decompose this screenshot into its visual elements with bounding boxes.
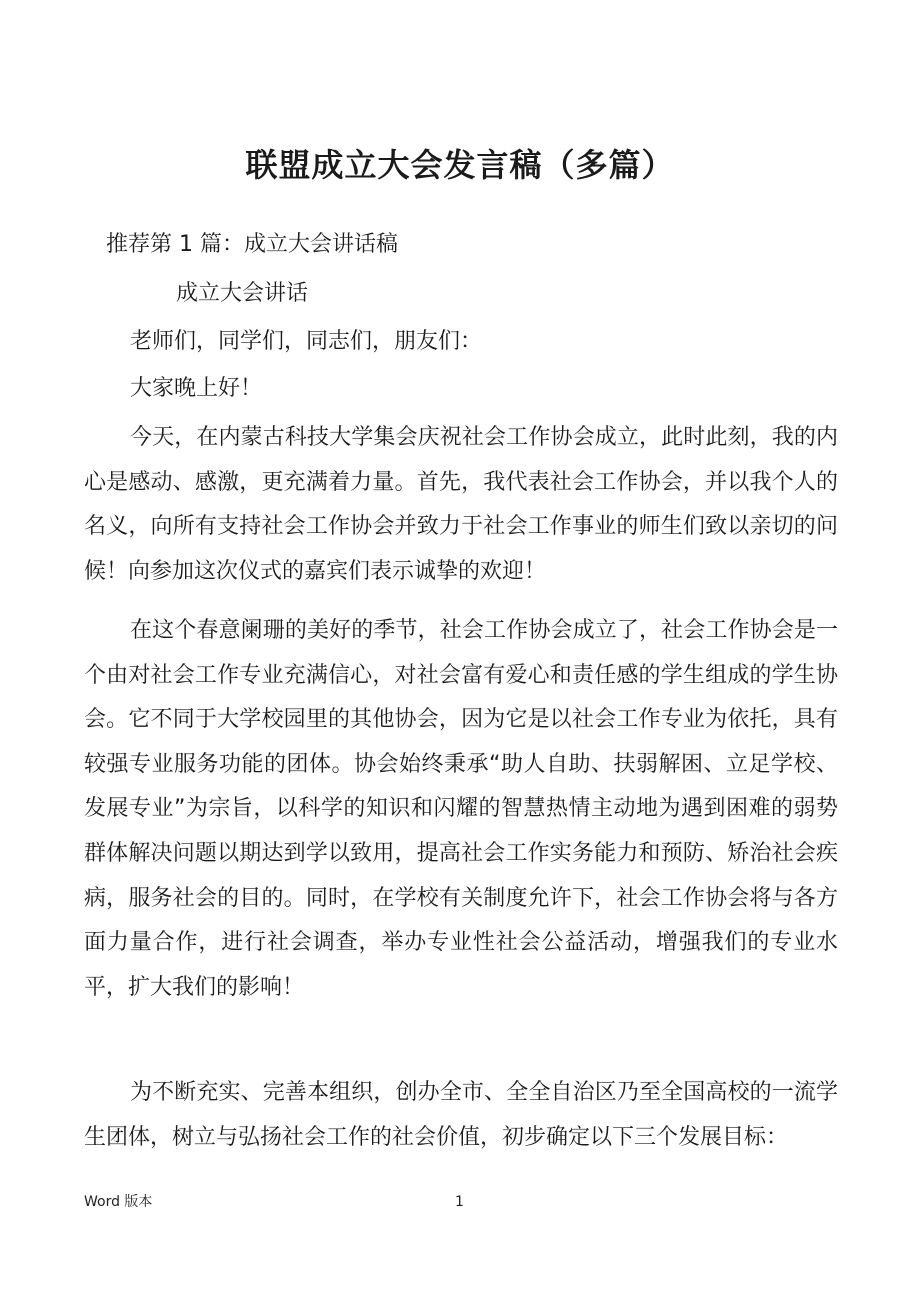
- footer-word-version: Word 版本: [84, 1194, 153, 1210]
- document-title: 联盟成立大会发言稿（多篇）: [245, 146, 675, 184]
- paragraph-1: 今天，在内蒙古科技大学集会庆祝社会工作协会成立，此时此刻，我的内心是感动、感激，更充满着力量。首先，我代表社会工作协会，并以我个人的名义，向所有支持社会工作协会并致力于社会工作事业的师生们致以亲切的问候！向参加这次仪式的嘉宾们表示诚挚的欢迎！: [84, 425, 838, 584]
- paragraph-2: 在这个春意阑珊的美好的季节，社会工作协会成立了，社会工作协会是一个由对社会工作专业充满信心，对社会富有爱心和责任感的学生组成的学生协会。它不同于大学校园里的其他协会，因为它是以社会工作专业为依托，具有较强专业服务功能的团体。协会始终秉承“助人自助、扶弱解困、立足学校、发展专业”为宗旨，以科学的知识和闪耀的智慧热情主动地为遇到困难的弱势群体解决问题以期达到学以致用，提高社会工作实务能力和预防、矫治社会疾病，服务社会的目的。同时，在学校有关制度允许下，社会工作协会将与各方面力量合作，进行社会调查，举办专业性社会公益活动，增强我们的专业水平，扩大我们的影响！: [84, 618, 838, 1000]
- recommend-heading: 推荐第 1 篇：成立大会讲话稿: [106, 232, 398, 257]
- paragraph-3: 为不断充实、完善本组织，创办全市、全全自治区乃至全国高校的一流学生团体，树立与弘扬社会工作的社会价值，初步确定以下三个发展目标：: [84, 1080, 838, 1150]
- speech-title: 成立大会讲话: [176, 281, 309, 306]
- salutation: 大家晚上好！: [130, 376, 263, 401]
- footer-page-number: 1: [455, 1194, 464, 1210]
- greeting: 老师们，同学们，同志们，朋友们：: [130, 329, 483, 354]
